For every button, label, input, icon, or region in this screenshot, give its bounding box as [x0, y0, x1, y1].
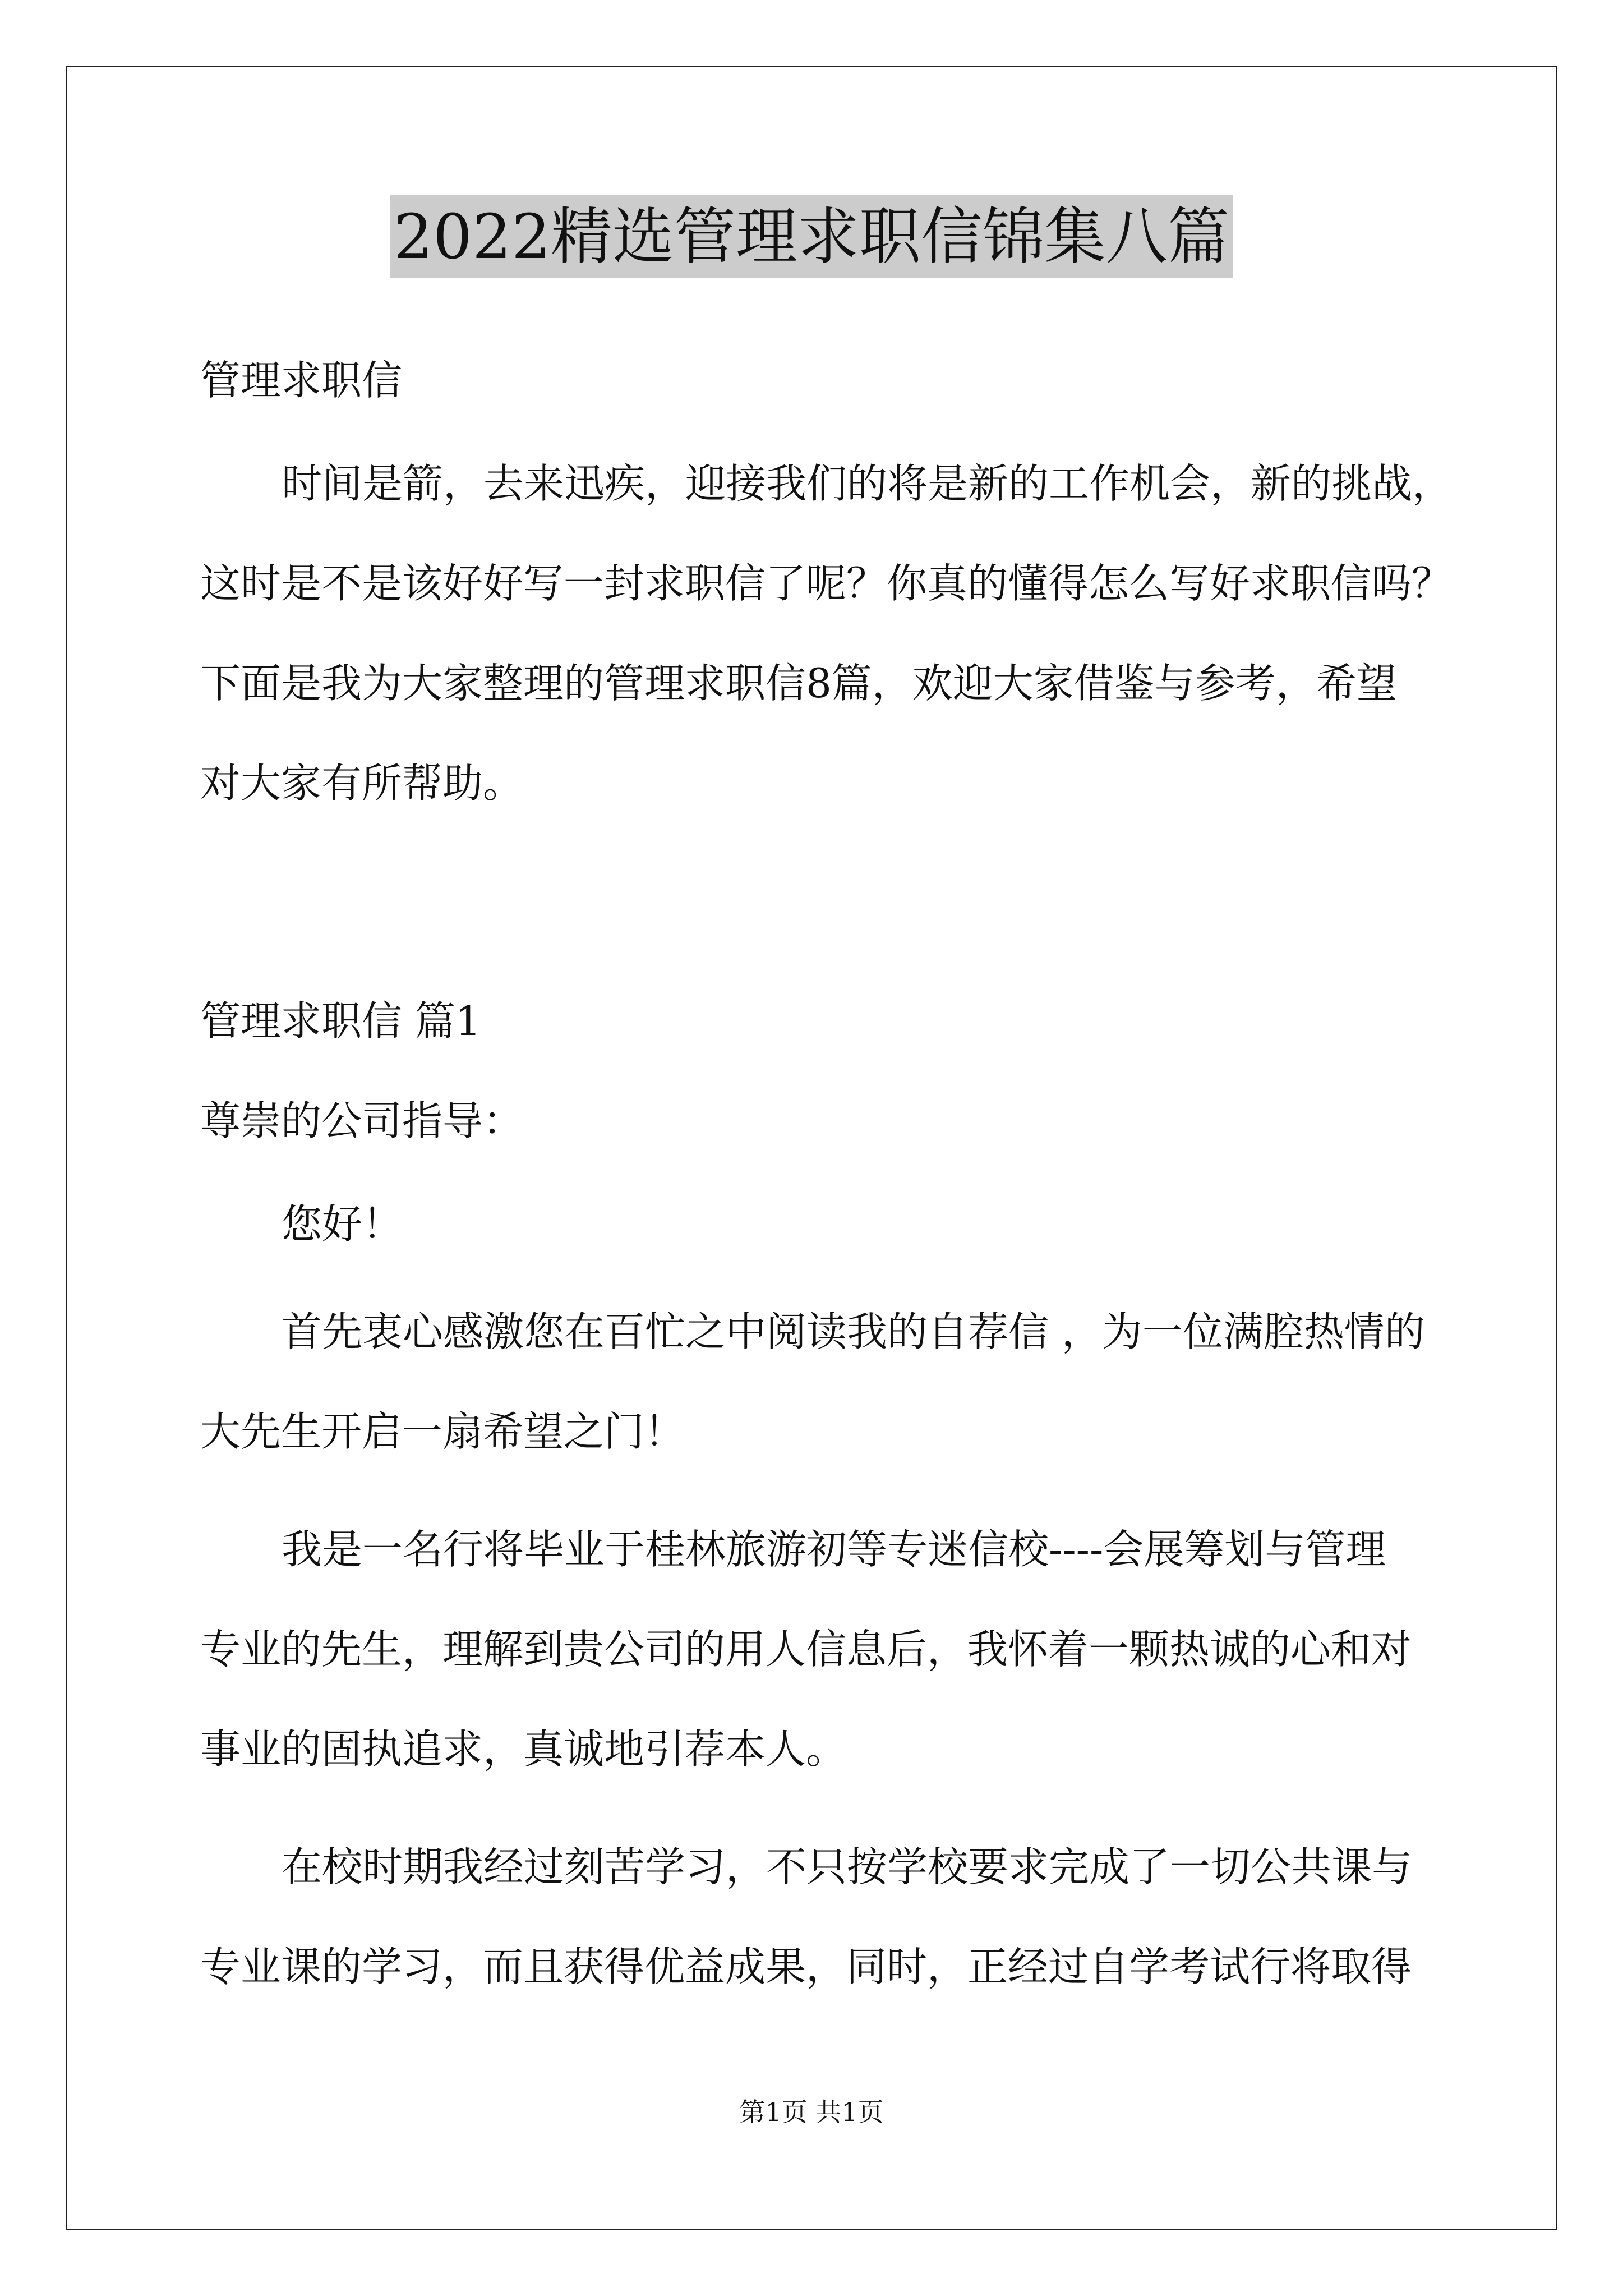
paragraph-2-line-2: 专业的先生，理解到贵公司的用人信息后，我怀着一颗热诚的心和对 [200, 1626, 1412, 1673]
title-container [0, 195, 1623, 278]
paragraph-2-line-1: 我是一名行将毕业于桂林旅游初等专迷信校----会展筹划与管理 [282, 1526, 1386, 1573]
paragraph-2-line-3: 事业的固执追求，真诚地引荐本人。 [200, 1726, 847, 1773]
part-heading: 管理求职信 篇1 [200, 997, 481, 1045]
intro-line-1: 时间是箭，去来迅疾，迎接我们的将是新的工作机会，新的挑战， [282, 460, 1453, 507]
salutation: 尊崇的公司指导： [200, 1097, 524, 1144]
paragraph-1-line-2: 大先生开启一扇希望之门！ [200, 1408, 685, 1455]
document-title: 2022精选管理求职信锦集八篇 [390, 195, 1233, 278]
paragraph-3-line-2: 专业课的学习，而且获得优益成果，同时，正经过自学考试行将取得 [200, 1943, 1412, 1990]
paragraph-1-line-1: 首先衷心感激您在百忙之中阅读我的自荐信 ，为一位满腔热情的 [282, 1308, 1425, 1355]
intro-line-4: 对大家有所帮助。 [200, 760, 524, 807]
paragraph-3-line-1: 在校时期我经过刻苦学习，不只按学校要求完成了一切公共课与 [282, 1843, 1413, 1890]
page-footer: 第1页 共1页 [739, 2097, 884, 2127]
greeting: 您好！ [282, 1200, 403, 1248]
intro-line-2: 这时是不是该好好写一封求职信了呢？你真的懂得怎么写好求职信吗？ [200, 560, 1453, 607]
section-heading: 管理求职信 [200, 357, 403, 404]
intro-line-3: 下面是我为大家整理的管理求职信8篇，欢迎大家借鉴与参考，希望 [200, 660, 1397, 707]
